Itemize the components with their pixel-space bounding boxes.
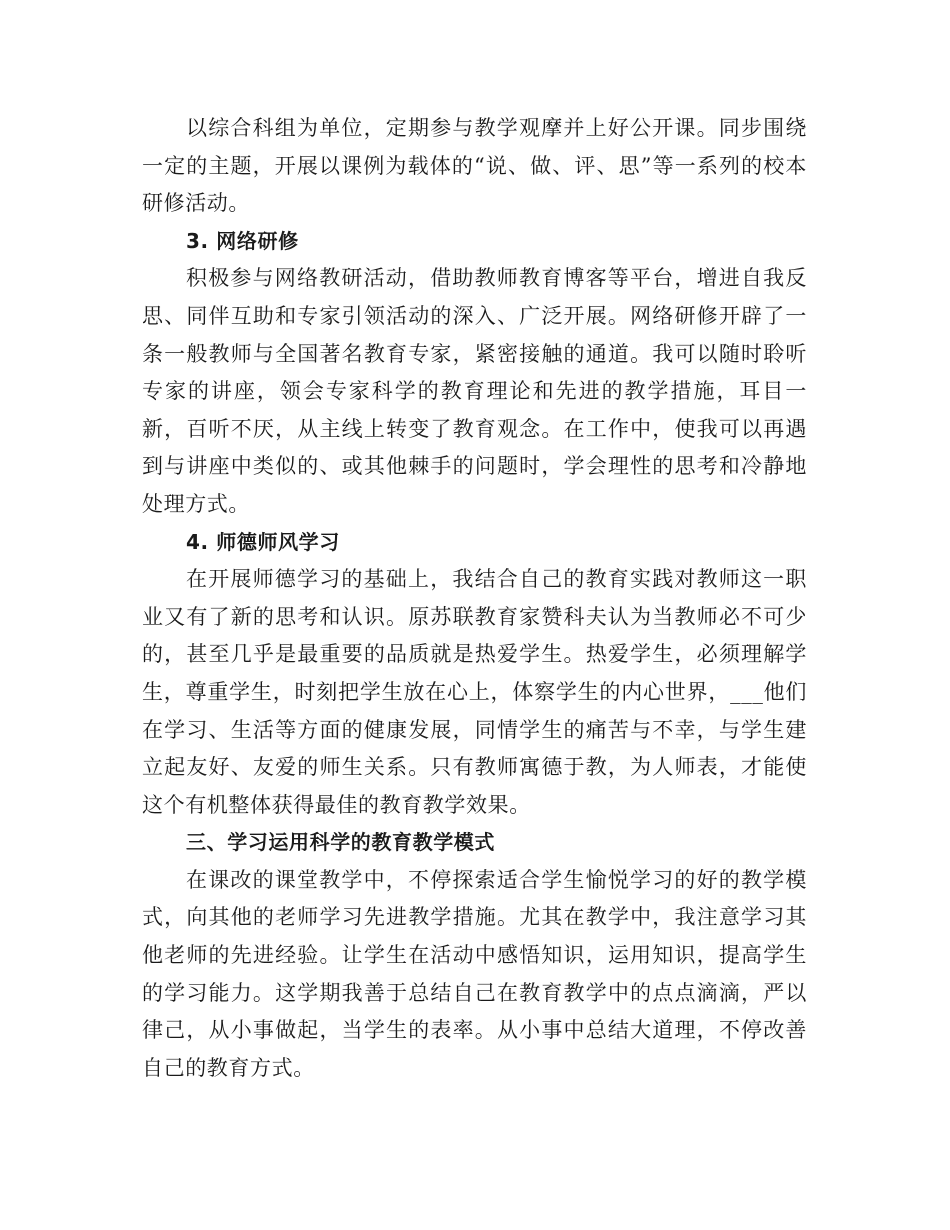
paragraph-teacher-ethics: 在开展师德学习的基础上，我结合自己的教育实践对教师这一职业又有了新的思考和认识。原苏联教育家赞科夫认为当教师必不可少的，甚至几乎是最重要的品质就是热爱学生。热爱学生，必须理解学生，尊重学生，时刻把学生放在心上，体察学生的内心世界，___他们在学习、生活等方面的健康发展，同情学生的痛苦与不幸，与学生建立起友好、友爱的师生关系。只有教师寓德于教，为人师表，才能使这个有机整体获得最佳的教育教学效果。 bbox=[142, 567, 807, 817]
heading-teacher-ethics: 4. 师德师风学习 bbox=[186, 529, 340, 554]
paragraph-teaching-models: 在课改的课堂教学中，不停探索适合学生愉悦学习的好的教学模式，向其他的老师学习先进教学措施。尤其在教学中，我注意学习其他老师的先进经验。让学生在活动中感悟知识，运用知识，提高学生的学习能力。这学期我善于总结自己在教育教学中的点点滴滴，严以律己，从小事做起，当学生的表率。从小事中总结大道理，不停改善自己的教育方式。 bbox=[142, 867, 807, 1080]
document-page bbox=[142, 110, 807, 1087]
paragraph-school-research: 以综合科组为单位，定期参与教学观摩并上好公开课。同步围绕一定的主题，开展以课例为载体的“说、做、评、思”等一系列的校本研修活动。 bbox=[142, 116, 807, 216]
paragraph-network-research: 积极参与网络教研活动，借助教师教育博客等平台，增进自我反思、同伴互助和专家引领活动的深入、广泛开展。网络研修开辟了一条一般教师与全国著名教育专家，紧密接触的通道。我可以随时聆听专家的讲座，领会专家科学的教育理论和先进的教学措施，耳目一新，百听不厌，从主线上转变了教育观念。在工作中，使我可以再遇到与讲座中类似的、或其他棘手的问题时，学会理性的思考和冷静地处理方式。 bbox=[142, 266, 807, 516]
heading-network-research: 3. 网络研修 bbox=[186, 228, 299, 253]
heading-teaching-models: 三、学习运用科学的教育教学模式 bbox=[186, 830, 495, 855]
